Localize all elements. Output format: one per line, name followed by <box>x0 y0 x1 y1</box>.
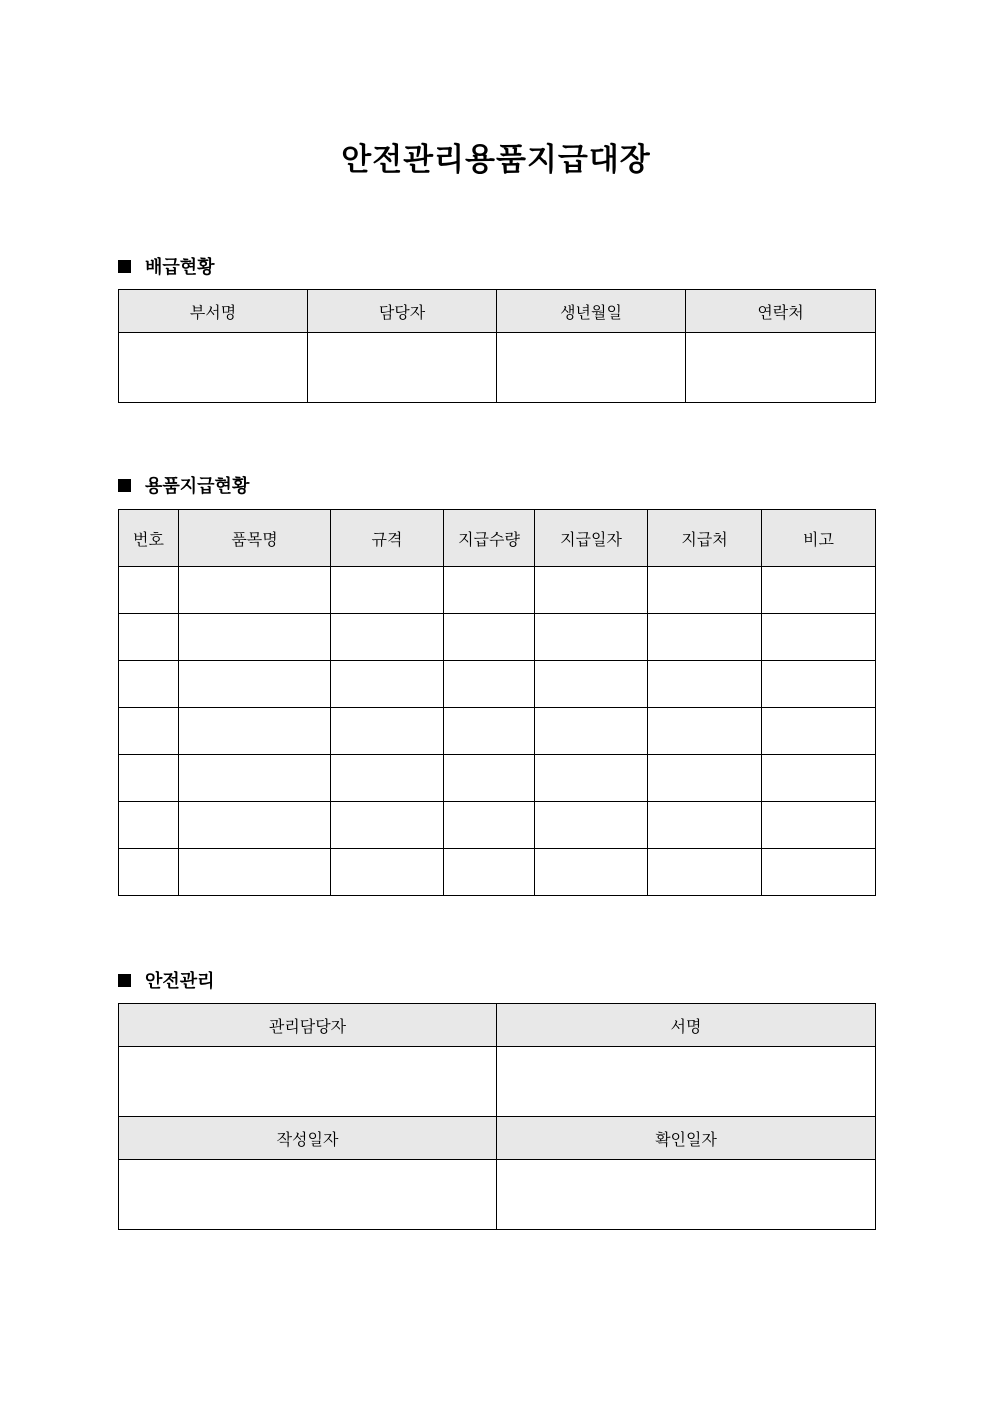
item-name-cell[interactable] <box>179 802 331 849</box>
safety-section-heading <box>118 967 215 993</box>
item-name-cell[interactable] <box>179 755 331 802</box>
distribution-table <box>118 289 876 403</box>
supply-section-heading <box>118 472 249 498</box>
column-header-item-name: 품목명 <box>179 510 331 567</box>
department-cell[interactable] <box>119 333 308 403</box>
quantity-cell[interactable] <box>444 802 535 849</box>
supply-date-cell[interactable] <box>535 661 648 708</box>
supply-date-cell[interactable] <box>535 849 648 896</box>
safety-management-table <box>118 1003 876 1230</box>
number-cell[interactable] <box>119 567 179 614</box>
quantity-cell[interactable] <box>444 849 535 896</box>
item-name-cell[interactable] <box>179 849 331 896</box>
table-row <box>119 755 876 802</box>
distribution-heading-text: 배급현황 <box>145 257 215 278</box>
confirm-date-label: 확인일자 <box>497 1117 876 1160</box>
contact-cell[interactable] <box>686 333 876 403</box>
distribution-section-heading <box>118 253 215 279</box>
supply-header-row <box>119 510 876 567</box>
table-row <box>119 614 876 661</box>
square-bullet-icon <box>118 260 131 273</box>
spec-cell[interactable] <box>331 849 444 896</box>
supply-date-cell[interactable] <box>535 802 648 849</box>
remarks-cell[interactable] <box>762 708 876 755</box>
written-date-label: 작성일자 <box>119 1117 497 1160</box>
item-name-cell[interactable] <box>179 567 331 614</box>
table-row <box>119 1047 876 1117</box>
column-header-birth-date: 생년월일 <box>497 290 686 333</box>
number-cell[interactable] <box>119 661 179 708</box>
manager-label: 관리담당자 <box>119 1004 497 1047</box>
square-bullet-icon <box>118 479 131 492</box>
item-name-cell[interactable] <box>179 708 331 755</box>
column-header-supplier: 지급처 <box>648 510 762 567</box>
quantity-cell[interactable] <box>444 614 535 661</box>
remarks-cell[interactable] <box>762 661 876 708</box>
remarks-cell[interactable] <box>762 567 876 614</box>
column-header-quantity: 지급수량 <box>444 510 535 567</box>
spec-cell[interactable] <box>331 614 444 661</box>
spec-cell[interactable] <box>331 802 444 849</box>
signature-cell[interactable] <box>497 1047 876 1117</box>
safety-header-row-1 <box>119 1004 876 1047</box>
column-header-remarks: 비고 <box>762 510 876 567</box>
quantity-cell[interactable] <box>444 755 535 802</box>
supply-date-cell[interactable] <box>535 755 648 802</box>
person-in-charge-cell[interactable] <box>308 333 497 403</box>
supply-date-cell[interactable] <box>535 708 648 755</box>
quantity-cell[interactable] <box>444 567 535 614</box>
supplier-cell[interactable] <box>648 849 762 896</box>
column-header-supply-date: 지급일자 <box>535 510 648 567</box>
supplier-cell[interactable] <box>648 661 762 708</box>
page-title: 안전관리용품지급대장 <box>341 142 651 178</box>
number-cell[interactable] <box>119 849 179 896</box>
spec-cell[interactable] <box>331 661 444 708</box>
table-row <box>119 849 876 896</box>
table-row <box>119 1160 876 1230</box>
table-row <box>119 802 876 849</box>
table-row <box>119 567 876 614</box>
number-cell[interactable] <box>119 708 179 755</box>
supply-date-cell[interactable] <box>535 567 648 614</box>
supplier-cell[interactable] <box>648 802 762 849</box>
signature-label: 서명 <box>497 1004 876 1047</box>
remarks-cell[interactable] <box>762 755 876 802</box>
written-date-cell[interactable] <box>119 1160 497 1230</box>
column-header-person-in-charge: 담당자 <box>308 290 497 333</box>
table-row <box>119 661 876 708</box>
item-name-cell[interactable] <box>179 614 331 661</box>
item-name-cell[interactable] <box>179 661 331 708</box>
remarks-cell[interactable] <box>762 614 876 661</box>
safety-header-row-2 <box>119 1117 876 1160</box>
safety-heading-text: 안전관리 <box>145 971 215 992</box>
supplier-cell[interactable] <box>648 708 762 755</box>
column-header-department: 부서명 <box>119 290 308 333</box>
remarks-cell[interactable] <box>762 849 876 896</box>
spec-cell[interactable] <box>331 708 444 755</box>
table-row <box>119 708 876 755</box>
distribution-header-row <box>119 290 876 333</box>
confirm-date-cell[interactable] <box>497 1160 876 1230</box>
supplier-cell[interactable] <box>648 755 762 802</box>
number-cell[interactable] <box>119 802 179 849</box>
supply-date-cell[interactable] <box>535 614 648 661</box>
quantity-cell[interactable] <box>444 708 535 755</box>
square-bullet-icon <box>118 974 131 987</box>
table-row <box>119 333 876 403</box>
supplier-cell[interactable] <box>648 567 762 614</box>
spec-cell[interactable] <box>331 755 444 802</box>
spec-cell[interactable] <box>331 567 444 614</box>
remarks-cell[interactable] <box>762 802 876 849</box>
column-header-number: 번호 <box>119 510 179 567</box>
supplier-cell[interactable] <box>648 614 762 661</box>
column-header-spec: 규격 <box>331 510 444 567</box>
supply-table <box>118 509 876 896</box>
birth-date-cell[interactable] <box>497 333 686 403</box>
manager-cell[interactable] <box>119 1047 497 1117</box>
supply-heading-text: 용품지급현황 <box>145 476 250 497</box>
number-cell[interactable] <box>119 755 179 802</box>
column-header-contact: 연락처 <box>686 290 876 333</box>
number-cell[interactable] <box>119 614 179 661</box>
quantity-cell[interactable] <box>444 661 535 708</box>
